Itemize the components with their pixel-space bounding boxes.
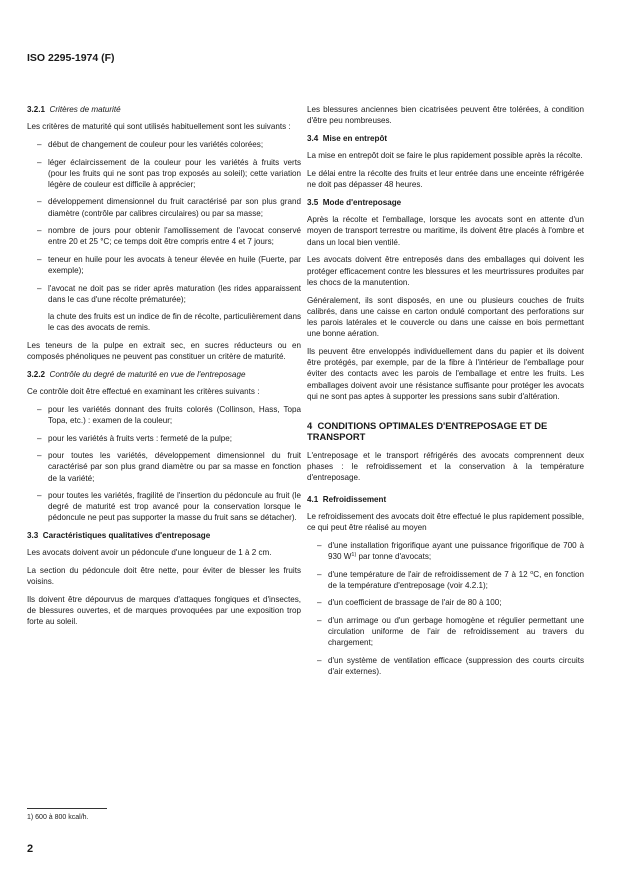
list-item: – l'avocat ne doit pas se rider après maturation (les rides apparaissent dans le cas d'une récolte prématurée); [37, 283, 301, 304]
section-3-5-heading: 3.5 Mode d'entreposage [307, 198, 402, 207]
s33-continuation: Les blessures anciennes bien cicatrisées peuvent être tolérées, à condition d'être peu nombreuses. [307, 105, 584, 126]
page-number: 2 [27, 843, 34, 855]
s34-paragraph: Le délai entre la récolte des fruits et leur entrée dans une enceinte réfrigérée ne doit pas dépasser 48 heures. [307, 169, 584, 190]
s41-intro: Le refroidissement des avocats doit être effectué le plus rapidement possible, ce qui peut être réalisé au moyen [307, 511, 584, 533]
s321-paragraph: Les teneurs de la pulpe en extrait sec, en sucres réducteurs ou en composés phénoliques ne peuvent pas constituer un critère de maturité. [27, 340, 301, 362]
s41-list [307, 540, 584, 677]
section-3-4-heading: 3.4 Mise en entrepôt [307, 134, 388, 143]
section-3-2-1-heading: 3.2.1 Critères de maturité [27, 105, 121, 114]
list-item: – d'une installation frigorifique ayant une puissance frigorifique de 700 à 930 $W^{1)}$ par tonne d'avocats; [317, 540, 584, 562]
list-item: la chute des fruits est un indice de fin de récolte, particulièrement dans le cas des avocats de remis. [48, 312, 301, 333]
list-item: – d'un arrimage ou d'un gerbage homogène et régulier permettant une circulation uniforme de l'air de refroidissement au travers du chargement; [317, 615, 584, 648]
list-item: – d'un coefficient de brassage de l'air de 80 à 100; [317, 598, 502, 608]
s34-paragraph: La mise en entrepôt doit se faire le plus rapidement possible après la récolte. [307, 151, 583, 161]
s35-paragraph: Ils peuvent être enveloppés individuellement dans du papier et ils doivent être protégés, par exemple, par de la fibre à l'intérieur de l'emballage pour éviter des contacts avec les parois de l'emballage et entre les fruits. Les emballages doivent avoir une résistance suffisante pour protéger les avocats qui ne sont pas aptes à supporter les pressions sans subir d'altération. [307, 347, 584, 401]
list-item: – début de changement de couleur pour les variétés colorées; [37, 140, 264, 149]
s321-intro: Les critères de maturité qui sont utilisés habituellement sont les suivants : [27, 122, 291, 132]
s35-paragraph: Après la récolte et l'emballage, lorsque les avocats sont en attente d'un moyen de transport terrestre ou maritime, ils doivent être placés à l'ombre et dans un local bien ventilé. [307, 215, 584, 247]
s33-paragraph: Les avocats doivent avoir un pédoncule d'une longueur de 1 à 2 cm. [27, 548, 272, 558]
section-4-1-heading: 4.1 Refroidissement [307, 494, 387, 504]
s322-list [27, 404, 301, 524]
s33-paragraph: La section du pédoncule doit être nette, pour éviter de blesser les fruits voisins. [27, 565, 301, 587]
footnote: 1) 600 à 800 kcal/h. [27, 814, 89, 821]
list-item: – teneur en huile pour les avocats à teneur élevée en huile (Fuerte, par exemple); [37, 254, 301, 276]
list-item: – pour les variétés à fruits verts : fermeté de la pulpe; [37, 433, 232, 443]
s35-paragraph: Généralement, ils sont disposés, en une ou plusieurs couches de fruits calibrés, dans une caisse en carton ondulé comportant des perforations sur les parois latérales et le couvercle ou dans une caisse en bois permettant une bonne aération. [307, 295, 584, 339]
list-item: – développement dimensionnel du fruit caractérisé par son plus grand diamètre (contrôle par calibres circulaires) ou par sa masse; [37, 197, 301, 218]
s321-list [27, 139, 301, 334]
section-4-heading: 4 CONDITIONS OPTIMALES D'ENTREPOSAGE ET DE TRANSPORT [307, 420, 548, 443]
left-column [27, 104, 301, 634]
section-3-3-heading: 3.3 Caractéristiques qualitatives d'entreposage [27, 530, 211, 540]
footnote-rule [27, 808, 107, 809]
section-3-2-2-heading: 3.2.2 Contrôle du degré de maturité en vue de l'entreposage [27, 369, 246, 379]
s322-intro: Ce contrôle doit être effectué en examinant les critères suivants : [27, 387, 260, 397]
list-item: – d'une température de l'air de refroidissement de 7 à 12 $^o$C, en fonction de la température d'entreposage (voir 4.2.1); [317, 569, 584, 590]
list-item: – pour les variétés donnant des fruits colorés (Collinson, Hass, Topa Topa, etc.) : examen de la couleur; [37, 404, 301, 426]
list-item: – pour toutes les variétés, développement dimensionnel du fruit caractérisé par son plus grand diamètre ou par sa masse en fonction de la variété; [37, 451, 301, 483]
s35-paragraph: Les avocats doivent être entreposés dans des emballages qui doivent les protéger efficacement contre les blessures et les meurtrissures produites par les chocs de la manutention. [307, 255, 584, 287]
list-item: – d'un système de ventilation efficace (suppression des courts circuits d'air externes). [317, 655, 584, 676]
document-header: ISO 2295-1974 (F) [27, 52, 115, 64]
s33-paragraph: Ils doivent être dépourvus de marques d'attaques fongiques et d'insectes, de blessures ouvertes, et de marques provoquées par une exposition trop forte au soleil. [27, 594, 301, 627]
list-item: – pour toutes les variétés, fragilité de l'insertion du pédoncule au fruit (le degré de maturité est trop avancé pour la conservation lorsque le pédoncule ne peut pas supporter la masse du fruit sans se détacher). [37, 491, 301, 523]
list-item: – nombre de jours pour obtenir l'amollissement de l'avocat conservé entre 20 et 25 °C; ce temps doit être compris entre 4 et 7 jours; [37, 226, 301, 247]
s4-paragraph: L'entreposage et le transport réfrigérés des avocats comprennent deux phases : le refroidissement et la conservation à la température d'entreposage. [307, 451, 584, 483]
list-item: – léger éclaircissement de la couleur pour les variétés à fruits verts (pour les fruits qui ne sont pas trop exposés au soleil); cette variation légère de couleur est difficile à apprécier; [37, 157, 301, 189]
right-column [307, 104, 584, 683]
